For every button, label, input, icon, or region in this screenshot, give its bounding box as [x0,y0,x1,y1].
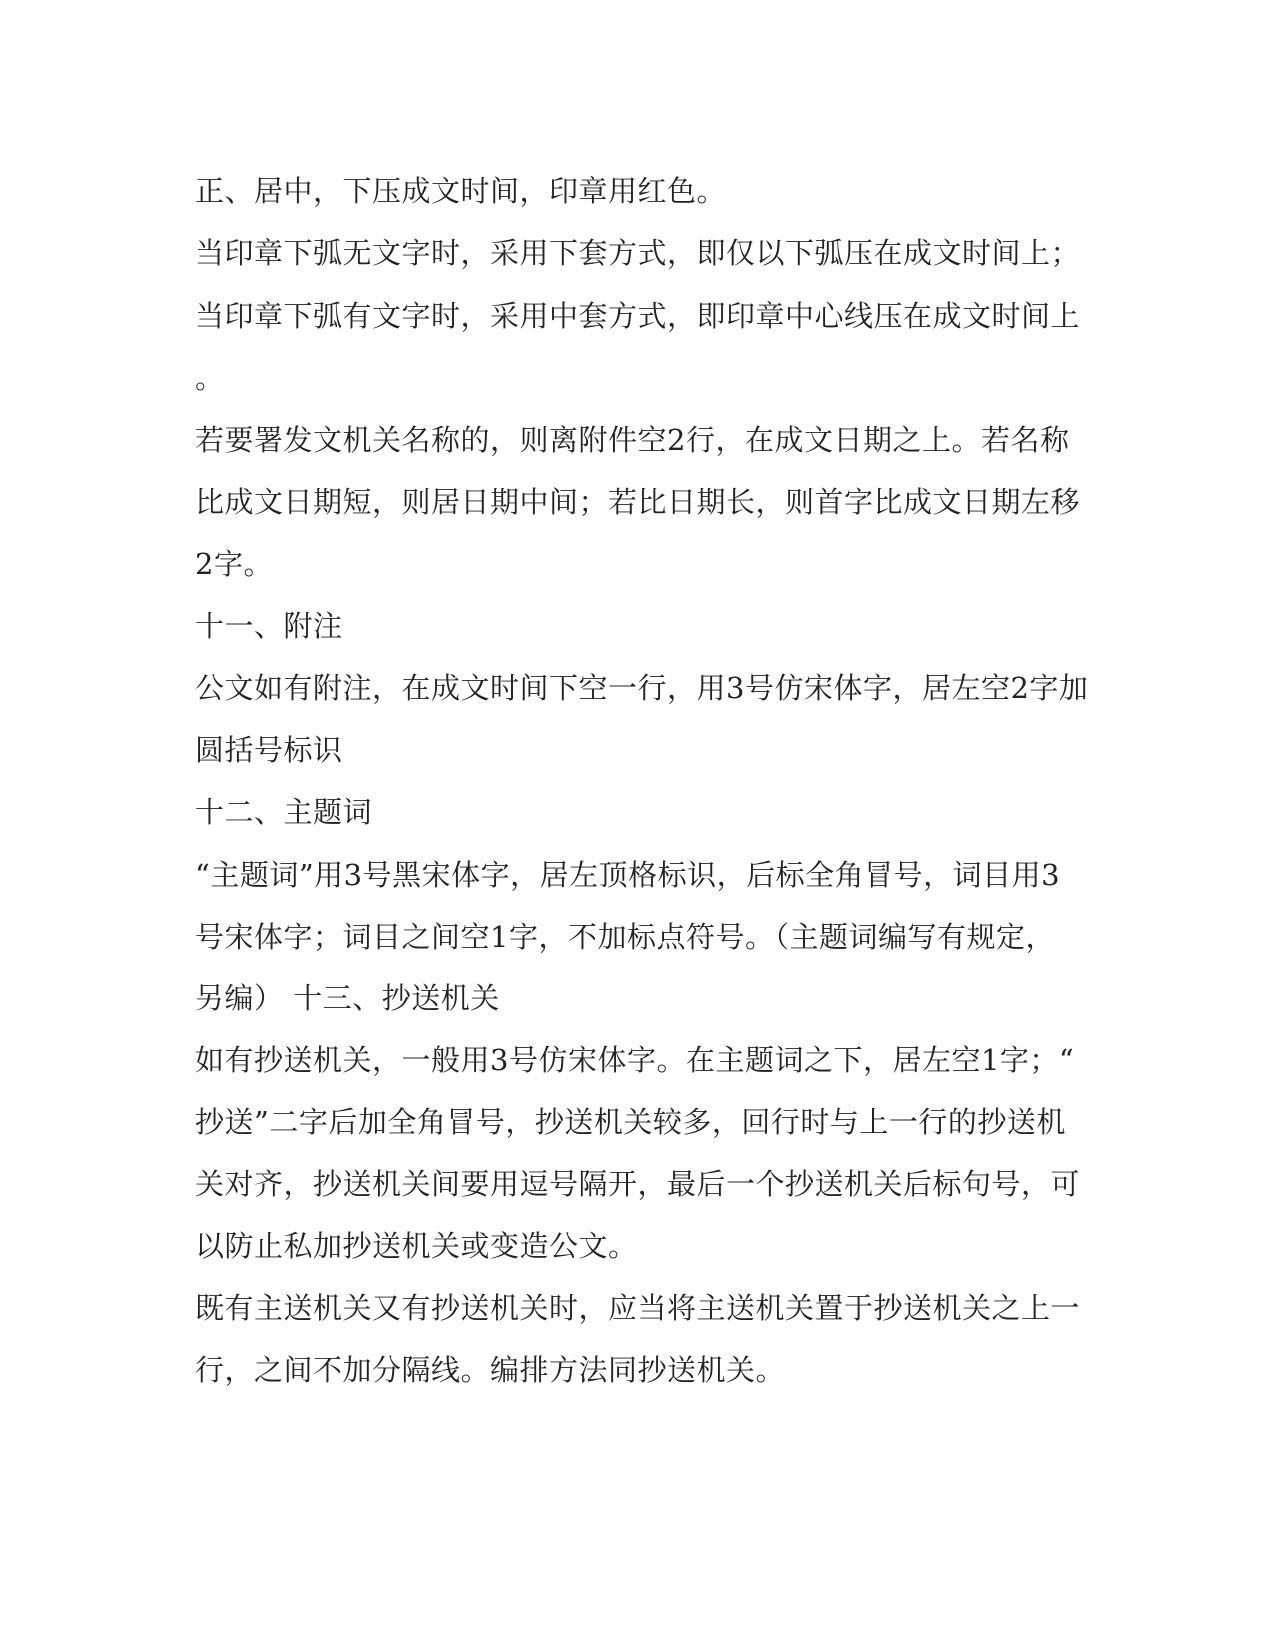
text-line: 。 [195,361,225,395]
text-line: “主题词”用3号黑宋体字，居左顶格标识，后标全角冒号，词目用3 [195,858,1061,892]
text-line: 行，之间不加分隔线。编排方法同抄送机关。 [195,1353,786,1387]
text-line: 抄送”二字后加全角冒号，抄送机关较多，回行时与上一行的抄送机 [195,1105,1066,1139]
text-line: 当印章下弧有文字时，采用中套方式，即印章中心线压在成文时间上 [195,299,1081,333]
text-line: 比成文日期短，则居日期中间；若比日期长，则首字比成文日期左移 [195,485,1081,519]
text-line: 公文如有附注，在成文时间下空一行，用3号仿宋体字，居左空2字加 [195,671,1089,705]
text-line: 另编） 十三、抄送机关 [195,981,500,1015]
text-line: 2字。 [195,547,273,581]
text-line: 以防止私加抄送机关或变造公文。 [195,1229,638,1263]
text-line: 正、居中，下压成文时间，印章用红色。 [195,174,727,208]
text-line: 圆括号标识 [195,733,343,767]
text-line: 若要署发文机关名称的，则离附件空2行，在成文日期之上。若名称 [195,423,1070,457]
text-line: 当印章下弧无文字时，采用下套方式，即仅以下弧压在成文时间上； [195,236,1081,270]
text-line: 号宋体字；词目之间空1字，不加标点符号。（主题词编写有规定， [195,920,1055,954]
text-line: 既有主送机关又有抄送机关时，应当将主送机关置于抄送机关之上一 [195,1291,1081,1325]
text-line: 关对齐，抄送机关间要用逗号隔开，最后一个抄送机关后标句号，可 [195,1167,1081,1201]
text-line: 如有抄送机关，一般用3号仿宋体字。在主题词之下，居左空1字；“ [195,1043,1075,1077]
section-heading: 十一、附注 [195,609,343,643]
section-heading: 十二、主题词 [195,795,373,829]
